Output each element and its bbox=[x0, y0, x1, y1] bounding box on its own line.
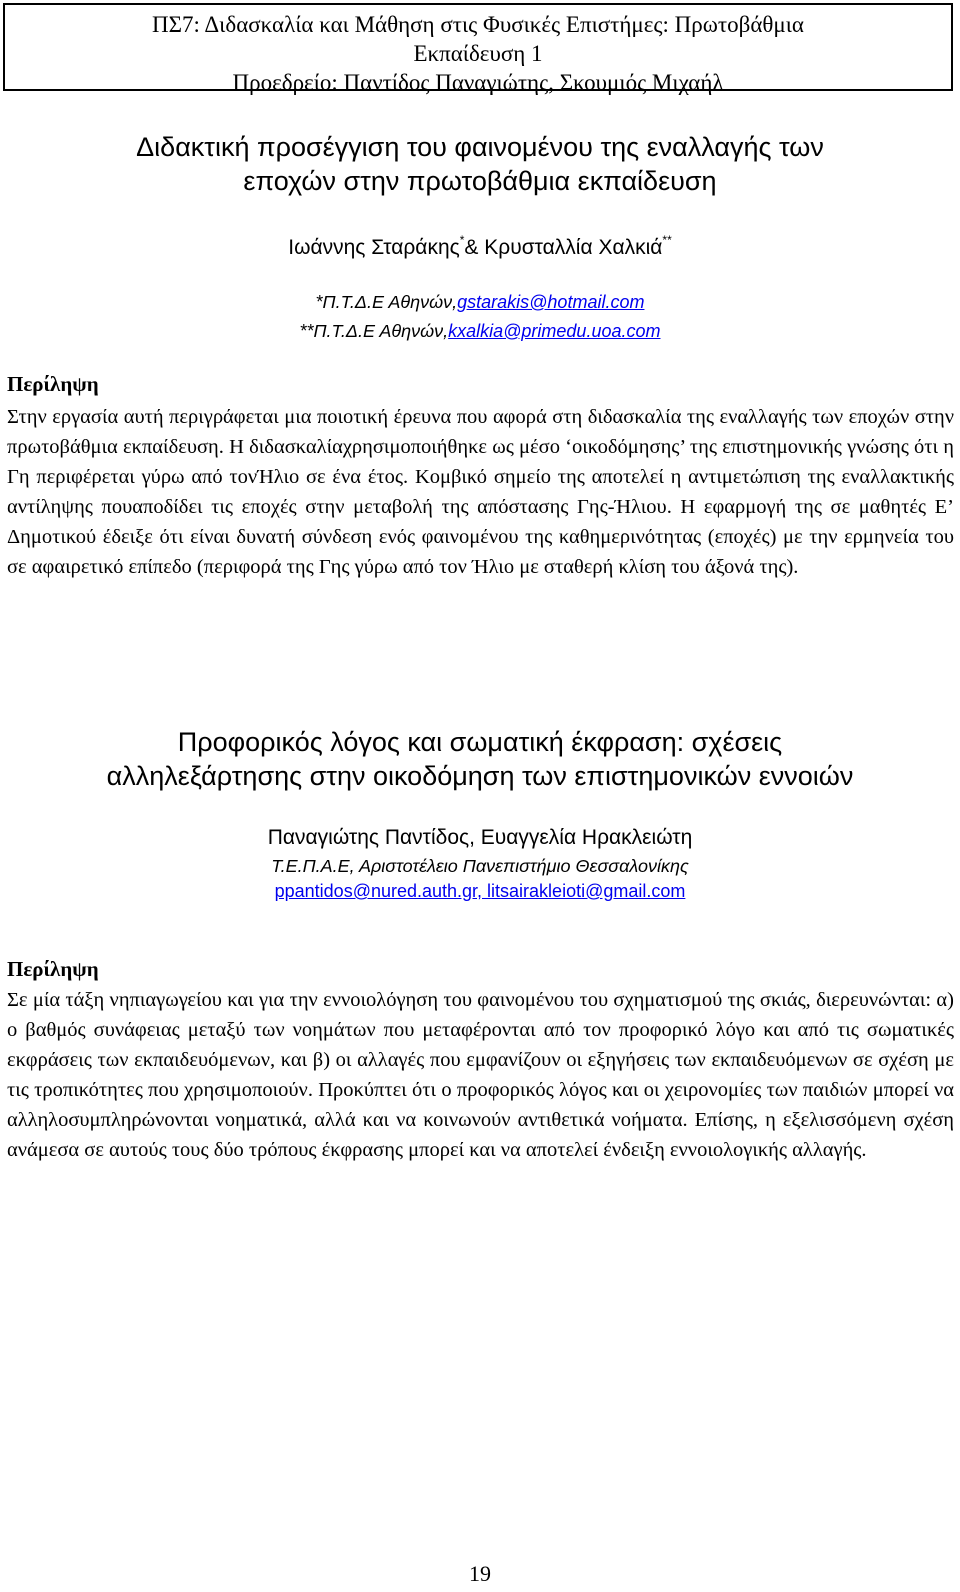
paper2-emails bbox=[0, 881, 960, 902]
paper1-title bbox=[0, 130, 960, 198]
session-title-line2: Εκπαίδευση 1 bbox=[413, 41, 543, 66]
paper1-email1-link[interactable]: gstarakis@hotmail.com bbox=[457, 292, 645, 312]
paper2-abstract: Σε μία τάξη νηπιαγωγείου και για την εννοιολόγηση του φαινομένου του σχηματισμού της σκιάς, διερευνώνται: α) ο βαθμός συνάφειας μεταξύ των νοημάτων που μεταφέρονται από τον προφορικό λόγο και από τις σωματικές εκφράσεις των εκπαιδευόμενων, και β) οι αλλαγές που εμφανίζουν οι εξηγήσεις των εκπαιδευόμενων σε σχέση με τις τροπικότητες που χρησιμοποιούν. Προκύπτει ότι ο προφορικός λόγος και οι χειρονομίες των παιδιών μπορεί να αλληλοσυμπληρώνονται νοηματικά, αλλά και να κοινωνούν αντιθετικά νοήματα. Επίσης, η εξελισσόμενη σχέση ανάμεσα σε αυτούς τους δύο τρόπους έκφρασης μπορεί και να αποτελεί ένδειξη εννοιολογικής αλλαγής. bbox=[7, 989, 954, 1161]
paper1-title-line2: εποχών στην πρωτοβάθμια εκπαίδευση bbox=[243, 166, 717, 196]
paper2-title-line1: Προφορικός λόγος και σωματική έκφραση: σχέσεις bbox=[177, 727, 783, 757]
paper1-author2-mark: ** bbox=[662, 233, 672, 247]
paper2-emails-link[interactable]: ppantidos@nured.auth.gr, litsairakleioti@gmail.com bbox=[274, 881, 686, 901]
session-title-line1: ΠΣ7: Διδασκαλία και Μάθηση στις Φυσικές Επιστήμες: Πρωτοβάθμια bbox=[152, 12, 804, 37]
paper1-author2: & Κρυσταλλία Χαλκιά bbox=[464, 236, 663, 259]
paper1-author1: Ιωάννης Σταράκης bbox=[288, 236, 460, 259]
paper1-author1-mark: * bbox=[459, 233, 465, 247]
paper2-title-line2: αλληλεξάρτησης στην οικοδόμηση των επιστημονικών εννοιών bbox=[106, 761, 854, 791]
paper1-abstract: Στην εργασία αυτή περιγράφεται μια ποιοτική έρευνα που αφορά στη διδασκαλία της εναλλαγής των εποχών στην πρωτοβάθμια εκπαίδευση. Η διδασκαλίαχρησιμοποιήθηκε ως μέσο ‘οικοδόμησης’ της επιστημονικής γνώσης ότι η Γη περιφέρεται γύρω από τονΉλιο σε ένα έτος. Κομβικό σημείο της αποτελεί η αντιμετώπιση της εναλλακτικής αντίληψης πουαποδίδει τις εποχές στην μεταβολή της απόστασης Γης-Ήλιου. Η εφαρμογή της σε μαθητές Ε’ Δημοτικού έδειξε ότι είναι δυνατή σύνδεση ενός φαινομένου της καθημερινότητας (εποχές) με την ερμηνεία του σε αφαιρετικό επίπεδο (περιφορά της Γης γύρω από τον Ήλιο με σταθερή κλίση του άξονά της). bbox=[7, 406, 954, 578]
session-header bbox=[3, 3, 953, 95]
paper1-authors bbox=[0, 233, 960, 260]
session-chairs: Προεδρείο: Παντίδος Παναγιώτης, Σκουμιός Μιχαήλ bbox=[232, 70, 724, 95]
paper2-title bbox=[0, 725, 960, 793]
paper2-affiliation: Τ.Ε.Π.Α.Ε, Αριστοτέλειο Πανεπιστήμιο Θεσσαλονίκης bbox=[271, 856, 689, 876]
paper1-affiliation1 bbox=[0, 292, 960, 313]
paper1-affiliation1-text: *Π.Τ.Δ.Ε Αθηνών, bbox=[315, 292, 458, 312]
page-number: 19 bbox=[469, 1561, 491, 1586]
paper1-affiliation2 bbox=[0, 321, 960, 342]
paper1-affiliation2-text: **Π.Τ.Δ.Ε Αθηνών, bbox=[299, 321, 449, 341]
paper1-abstract-heading: Περίληψη bbox=[7, 372, 99, 396]
paper2-abstract-heading: Περίληψη bbox=[7, 957, 99, 981]
paper1-email2-link[interactable]: kxalkia@primedu.uoa.com bbox=[448, 321, 661, 341]
paper1-title-line1: Διδακτική προσέγγιση του φαινομένου της εναλλαγής των bbox=[136, 132, 824, 162]
paper2-authors: Παναγιώτης Παντίδος, Ευαγγελία Ηρακλειώτη bbox=[267, 826, 693, 849]
